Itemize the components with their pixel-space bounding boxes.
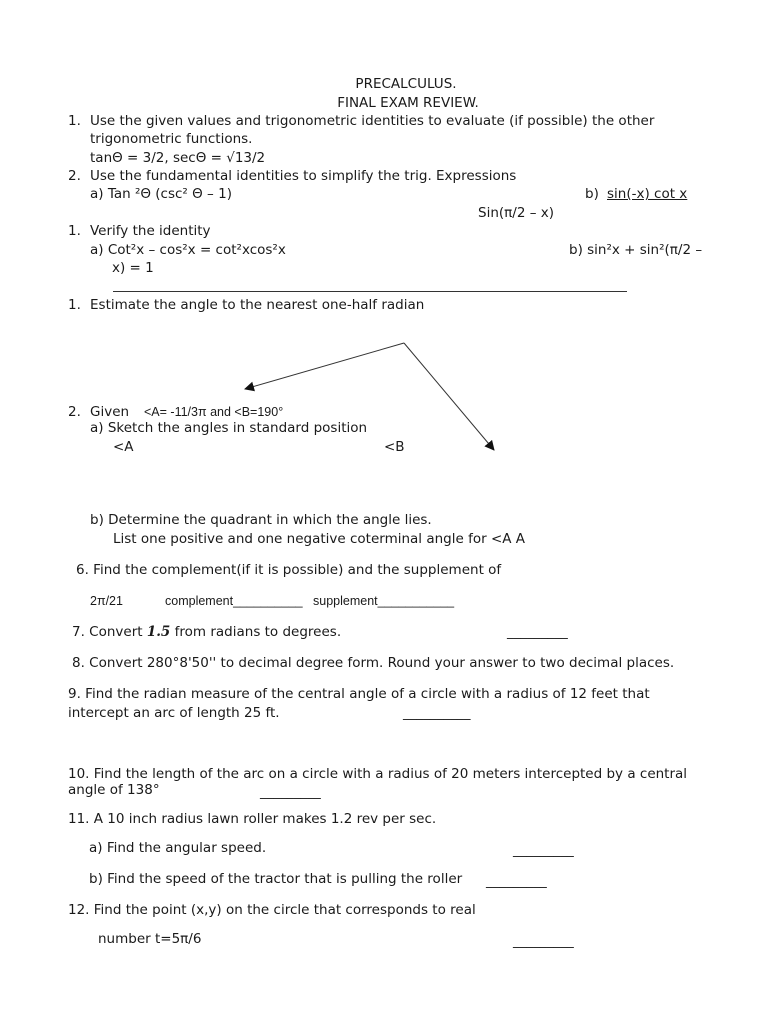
question-5-part-b: b) Determine the quadrant in which the angle lies. (90, 512, 432, 528)
question-number: 1. (68, 297, 81, 313)
answer-blank: __________ (403, 705, 471, 721)
question-7-suffix: from radians to degrees. (170, 624, 342, 640)
question-1-text: Use the given values and trigonometric identities to evaluate (if possible) the other (90, 113, 655, 129)
question-1-text-cont: trigonometric functions. (90, 131, 253, 147)
question-6-text: 6. Find the complement(if it is possible) and the supplement of (76, 562, 502, 578)
question-9-text-cont: intercept an arc of length 25 ft. (68, 705, 280, 721)
question-11-text: 11. A 10 inch radius lawn roller makes 1.2 rev per sec. (68, 811, 437, 827)
answer-blank: _________ (260, 784, 321, 800)
angle-a-label: <A (113, 439, 134, 455)
question-2-part-b-denominator: Sin(π/2 – x) (478, 205, 554, 221)
question-4-text: Estimate the angle to the nearest one-half radian (90, 297, 425, 313)
angle-ray-left (245, 343, 404, 389)
answer-blank: _________ (507, 624, 568, 640)
question-9-text: 9. Find the radian measure of the central angle of a circle with a radius of 12 feet that (68, 686, 650, 702)
question-5-part-b-cont: List one positive and one negative coterminal angle for <A A (113, 531, 526, 547)
answer-blank: _________ (513, 842, 574, 858)
question-12-text-cont: number t=5π/6 (98, 931, 202, 947)
question-5-given-label: Given (90, 404, 130, 420)
question-2-part-b-numerator: sin(-x) cot x (607, 186, 688, 202)
question-2-part-a: a) Tan ²Θ (csc² Θ – 1) (90, 186, 232, 202)
complement-blank: complement__________ (165, 594, 303, 608)
question-3-part-a: a) Cot²x – cos²x = cot²xcos²x (90, 242, 286, 258)
question-3-text: Verify the identity (90, 223, 211, 239)
question-7-text (72, 624, 341, 640)
answer-blank: _________ (513, 933, 574, 949)
page-subtitle: FINAL EXAM REVIEW. (337, 95, 479, 111)
question-11-part-b: b) Find the speed of the tractor that is pulling the roller (89, 871, 463, 887)
question-5-given-values: <A= -11/3π and <B=190° (144, 405, 284, 419)
question-number: 1. (68, 223, 81, 239)
question-1-given: tanΘ = 3/2, secΘ = √13/2 (90, 150, 266, 166)
supplement-blank: supplement___________ (313, 594, 455, 608)
question-2-text: Use the fundamental identities to simplify the trig. Expressions (90, 168, 517, 184)
question-12-text: 12. Find the point (x,y) on the circle that corresponds to real (68, 902, 476, 918)
question-5-part-a: a) Sketch the angles in standard position (90, 420, 368, 436)
question-10-text-cont: angle of 138° (68, 782, 160, 798)
question-number: 2. (68, 404, 81, 420)
question-10-text: 10. Find the length of the arc on a circle with a radius of 20 meters intercepted by a central (68, 766, 688, 782)
question-2-part-b-label: b) (585, 186, 599, 202)
question-number: 1. (68, 113, 81, 129)
page-title: PRECALCULUS. (355, 76, 457, 92)
question-3-part-b: b) sin²x + sin²(π/2 – (569, 242, 703, 258)
question-3-part-b-cont: x) = 1 (112, 260, 154, 276)
angle-b-label: <B (384, 439, 405, 455)
question-7-value: 1.5 (146, 624, 171, 640)
question-11-part-a: a) Find the angular speed. (89, 840, 267, 856)
answer-blank: _________ (486, 873, 547, 889)
question-6-value: 2π/21 (90, 594, 123, 608)
question-7-prefix: 7. Convert (72, 624, 147, 640)
question-8-text: 8. Convert 280°8'50'' to decimal degree form. Round your answer to two decimal places. (72, 655, 675, 671)
question-number: 2. (68, 168, 81, 184)
angle-ray-right (404, 343, 494, 450)
